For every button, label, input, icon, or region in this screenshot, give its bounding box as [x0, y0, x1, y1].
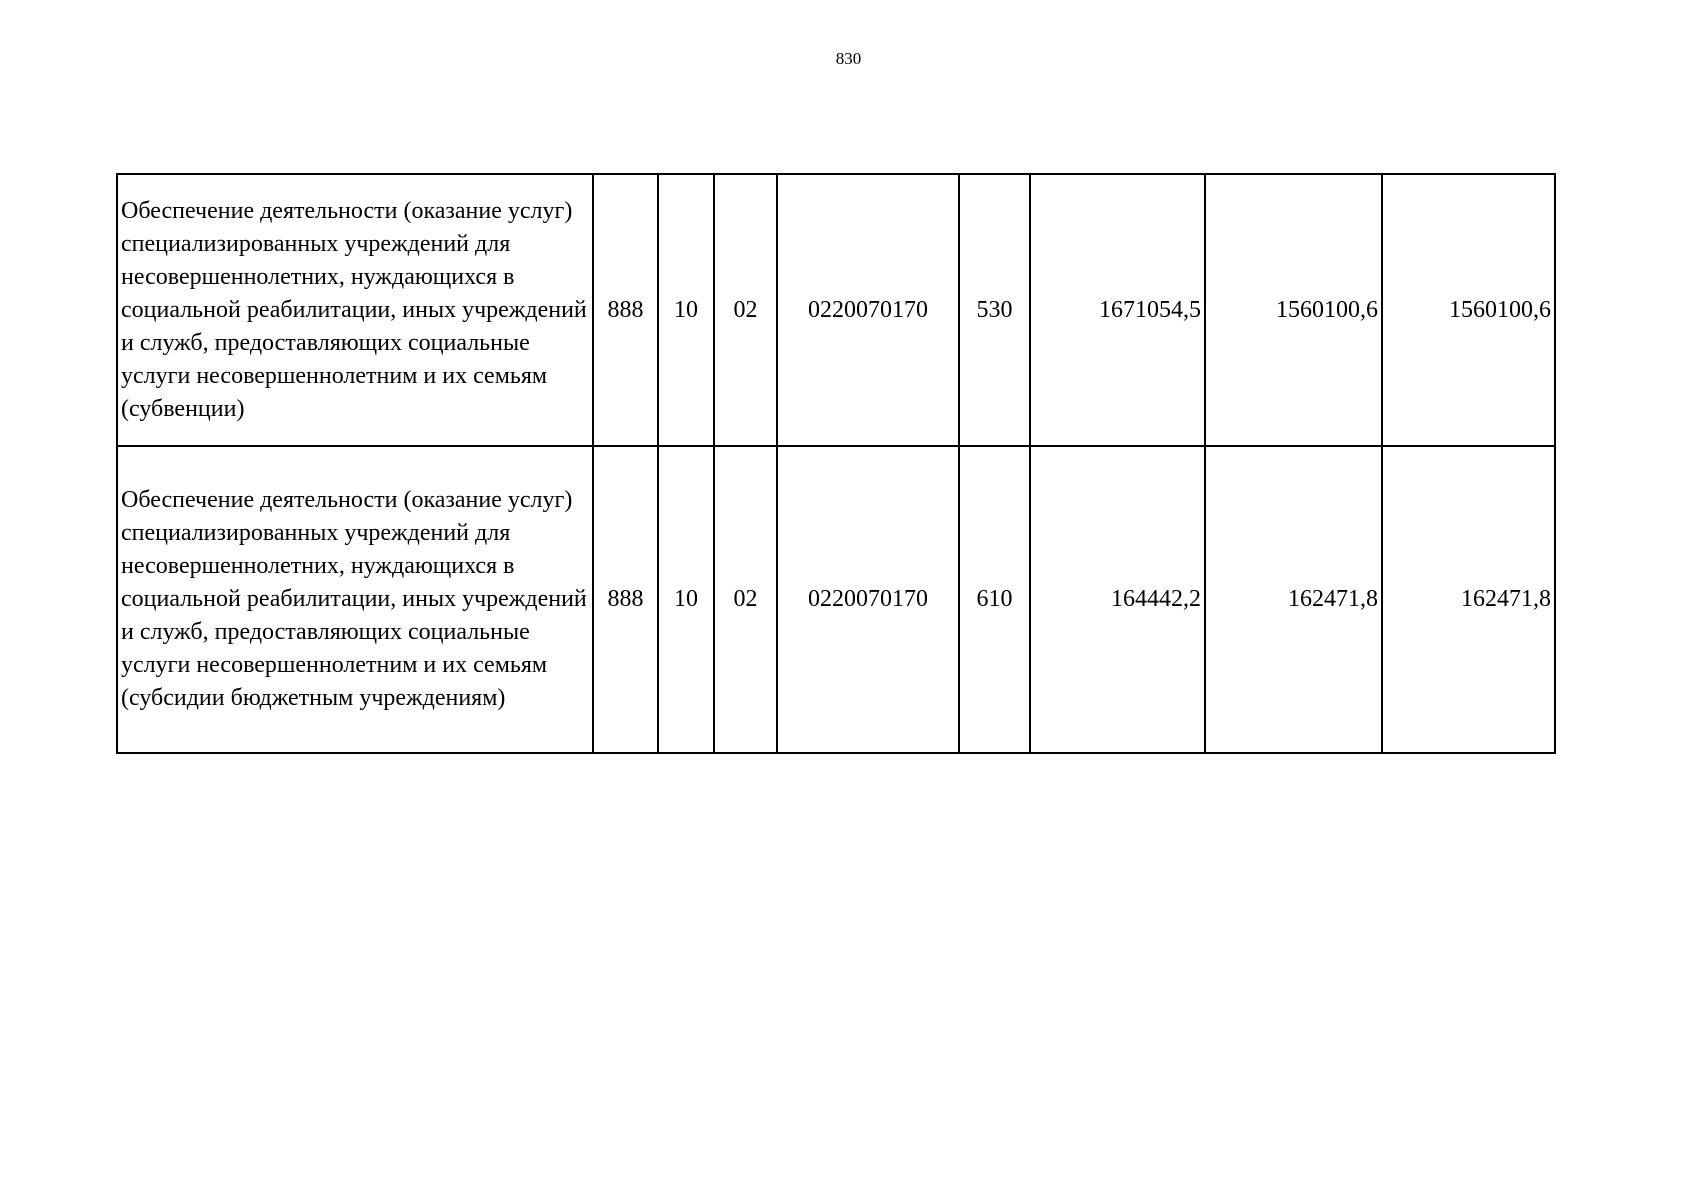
- amount-year-1: 1671054,5: [1030, 174, 1205, 446]
- ministry-code: 888: [593, 174, 658, 446]
- expense-description: Обеспечение деятельности (оказание услуг) специализированных учреждений для несовершеннолетних, нуждающихся в социальной реабилитации, иных учреждений и служб, предоставляющих социальные услуги несовершеннолетним и их семьям (субвенции): [117, 174, 593, 446]
- target-article-code: 0220070170: [777, 446, 959, 753]
- table-row: [117, 446, 1555, 753]
- subsection-code: 02: [714, 174, 777, 446]
- page-number: 830: [835, 49, 862, 68]
- target-article-code: 0220070170: [777, 174, 959, 446]
- expense-type-code: 530: [959, 174, 1030, 446]
- expense-description: Обеспечение деятельности (оказание услуг) специализированных учреждений для несовершеннолетних, нуждающихся в социальной реабилитации, иных учреждений и служб, предоставляющих социальные услуги несовершеннолетним и их семьям (субсидии бюджетным учреждениям): [117, 446, 593, 753]
- expense-type-code: 610: [959, 446, 1030, 753]
- section-code: 10: [658, 174, 714, 446]
- amount-year-2: 1560100,6: [1205, 174, 1382, 446]
- subsection-code: 02: [714, 446, 777, 753]
- amount-year-3: 1560100,6: [1382, 174, 1555, 446]
- section-code: 10: [658, 446, 714, 753]
- amount-year-3: 162471,8: [1382, 446, 1555, 753]
- amount-year-2: 162471,8: [1205, 446, 1382, 753]
- amount-year-1: 164442,2: [1030, 446, 1205, 753]
- budget-table: [116, 173, 1556, 754]
- ministry-code: 888: [593, 446, 658, 753]
- table-row: [117, 174, 1555, 446]
